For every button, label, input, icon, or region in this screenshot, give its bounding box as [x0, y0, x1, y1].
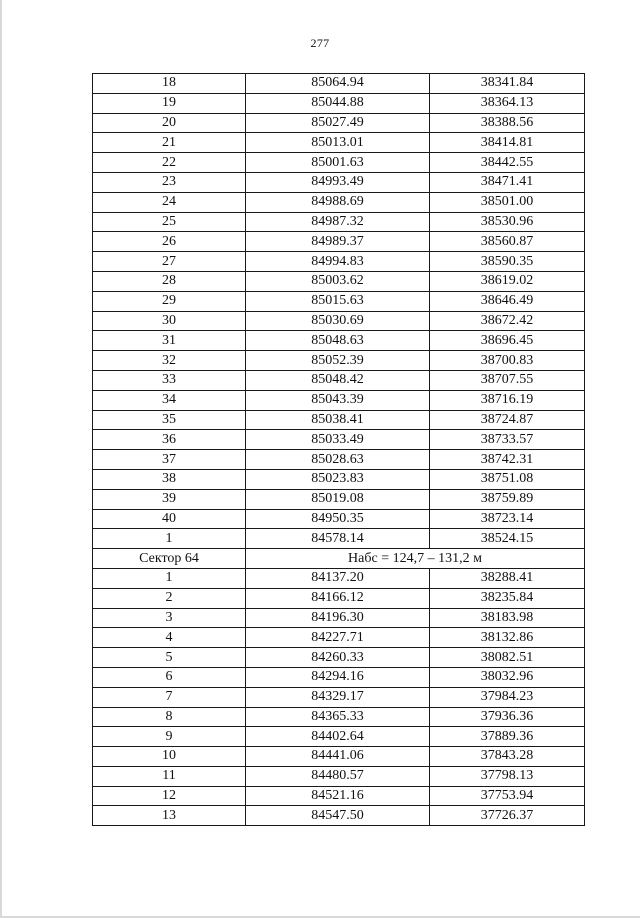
point-number-cell: 22 [93, 153, 246, 173]
table-row [93, 529, 585, 549]
y-coordinate-cell: 38288.41 [430, 568, 585, 588]
table-row [93, 232, 585, 252]
x-coordinate-cell: 84260.33 [246, 648, 430, 668]
table-row [93, 469, 585, 489]
point-number-cell: 28 [93, 271, 246, 291]
x-coordinate-cell: 85033.49 [246, 430, 430, 450]
table-row [93, 153, 585, 173]
table-row [93, 727, 585, 747]
coordinates-table-body [93, 74, 585, 826]
table-row [93, 74, 585, 94]
point-number-cell: 4 [93, 628, 246, 648]
table-row [93, 667, 585, 687]
y-coordinate-cell: 37889.36 [430, 727, 585, 747]
x-coordinate-cell: 85052.39 [246, 351, 430, 371]
x-coordinate-cell: 84294.16 [246, 667, 430, 687]
point-number-cell: 11 [93, 766, 246, 786]
x-coordinate-cell: 84993.49 [246, 172, 430, 192]
y-coordinate-cell: 38388.56 [430, 113, 585, 133]
table-row [93, 766, 585, 786]
x-coordinate-cell: 84166.12 [246, 588, 430, 608]
table-row [93, 588, 585, 608]
y-coordinate-cell: 38707.55 [430, 370, 585, 390]
point-number-cell: 36 [93, 430, 246, 450]
x-coordinate-cell: 84137.20 [246, 568, 430, 588]
y-coordinate-cell: 38672.42 [430, 311, 585, 331]
point-number-cell: 35 [93, 410, 246, 430]
table-row [93, 192, 585, 212]
table-row [93, 311, 585, 331]
y-coordinate-cell: 38619.02 [430, 271, 585, 291]
table-row [93, 648, 585, 668]
x-coordinate-cell: 85030.69 [246, 311, 430, 331]
y-coordinate-cell: 38530.96 [430, 212, 585, 232]
coordinates-table [92, 73, 585, 826]
point-number-cell: 32 [93, 351, 246, 371]
point-number-cell: 21 [93, 133, 246, 153]
table-row [93, 331, 585, 351]
table-row [93, 608, 585, 628]
table-row [93, 747, 585, 767]
y-coordinate-cell: 38132.86 [430, 628, 585, 648]
y-coordinate-cell: 38646.49 [430, 291, 585, 311]
table-row [93, 806, 585, 826]
x-coordinate-cell: 85019.08 [246, 489, 430, 509]
table-row [93, 93, 585, 113]
x-coordinate-cell: 84441.06 [246, 747, 430, 767]
point-number-cell: 31 [93, 331, 246, 351]
y-coordinate-cell: 38759.89 [430, 489, 585, 509]
table-row [93, 370, 585, 390]
y-coordinate-cell: 38032.96 [430, 667, 585, 687]
x-coordinate-cell: 84402.64 [246, 727, 430, 747]
x-coordinate-cell: 85015.63 [246, 291, 430, 311]
table-row [93, 252, 585, 272]
table-row [93, 489, 585, 509]
table-row [93, 568, 585, 588]
table-row [93, 628, 585, 648]
y-coordinate-cell: 38364.13 [430, 93, 585, 113]
x-coordinate-cell: 84196.30 [246, 608, 430, 628]
table-row [93, 291, 585, 311]
point-number-cell: 9 [93, 727, 246, 747]
y-coordinate-cell: 38716.19 [430, 390, 585, 410]
table-row [93, 410, 585, 430]
y-coordinate-cell: 38471.41 [430, 172, 585, 192]
x-coordinate-cell: 85028.63 [246, 450, 430, 470]
x-coordinate-cell: 84987.32 [246, 212, 430, 232]
y-coordinate-cell: 37936.36 [430, 707, 585, 727]
y-coordinate-cell: 38733.57 [430, 430, 585, 450]
x-coordinate-cell: 84521.16 [246, 786, 430, 806]
table-row [93, 113, 585, 133]
table-row [93, 172, 585, 192]
x-coordinate-cell: 84227.71 [246, 628, 430, 648]
x-coordinate-cell: 85044.88 [246, 93, 430, 113]
table-row [93, 133, 585, 153]
point-number-cell: 23 [93, 172, 246, 192]
x-coordinate-cell: 84547.50 [246, 806, 430, 826]
point-number-cell: 37 [93, 450, 246, 470]
y-coordinate-cell: 37753.94 [430, 786, 585, 806]
y-coordinate-cell: 38082.51 [430, 648, 585, 668]
point-number-cell: 19 [93, 93, 246, 113]
point-number-cell: 18 [93, 74, 246, 94]
y-coordinate-cell: 37798.13 [430, 766, 585, 786]
x-coordinate-cell: 85013.01 [246, 133, 430, 153]
page-number: 277 [310, 36, 330, 50]
x-coordinate-cell: 84950.35 [246, 509, 430, 529]
point-number-cell: 29 [93, 291, 246, 311]
x-coordinate-cell: 84988.69 [246, 192, 430, 212]
table-row [93, 212, 585, 232]
point-number-cell: 6 [93, 667, 246, 687]
point-number-cell: 12 [93, 786, 246, 806]
y-coordinate-cell: 38590.35 [430, 252, 585, 272]
y-coordinate-cell: 38341.84 [430, 74, 585, 94]
x-coordinate-cell: 84329.17 [246, 687, 430, 707]
y-coordinate-cell: 38560.87 [430, 232, 585, 252]
point-number-cell: 27 [93, 252, 246, 272]
point-number-cell: 8 [93, 707, 246, 727]
table-row [93, 450, 585, 470]
y-coordinate-cell: 38723.14 [430, 509, 585, 529]
table-row [93, 351, 585, 371]
scan-left-edge [0, 0, 2, 918]
table-row [93, 786, 585, 806]
x-coordinate-cell: 84480.57 [246, 766, 430, 786]
x-coordinate-cell: 85027.49 [246, 113, 430, 133]
y-coordinate-cell: 38442.55 [430, 153, 585, 173]
x-coordinate-cell: 85023.83 [246, 469, 430, 489]
point-number-cell: 20 [93, 113, 246, 133]
x-coordinate-cell: 85064.94 [246, 74, 430, 94]
x-coordinate-cell: 85048.42 [246, 370, 430, 390]
point-number-cell: 39 [93, 489, 246, 509]
table-row [93, 687, 585, 707]
point-number-cell: 33 [93, 370, 246, 390]
point-number-cell: 25 [93, 212, 246, 232]
point-number-cell: 34 [93, 390, 246, 410]
table-row [93, 707, 585, 727]
y-coordinate-cell: 38524.15 [430, 529, 585, 549]
x-coordinate-cell: 85043.39 [246, 390, 430, 410]
y-coordinate-cell: 37843.28 [430, 747, 585, 767]
point-number-cell: 1 [93, 529, 246, 549]
point-number-cell: 3 [93, 608, 246, 628]
y-coordinate-cell: 38501.00 [430, 192, 585, 212]
y-coordinate-cell: 38235.84 [430, 588, 585, 608]
y-coordinate-cell: 37726.37 [430, 806, 585, 826]
table-row [93, 271, 585, 291]
x-coordinate-cell: 84578.14 [246, 529, 430, 549]
x-coordinate-cell: 85048.63 [246, 331, 430, 351]
y-coordinate-cell: 38751.08 [430, 469, 585, 489]
y-coordinate-cell: 38414.81 [430, 133, 585, 153]
point-number-cell: 10 [93, 747, 246, 767]
table-row [93, 430, 585, 450]
x-coordinate-cell: 84994.83 [246, 252, 430, 272]
y-coordinate-cell: 38724.87 [430, 410, 585, 430]
x-coordinate-cell: 84989.37 [246, 232, 430, 252]
table-row [93, 509, 585, 529]
point-number-cell: 30 [93, 311, 246, 331]
x-coordinate-cell: 85003.62 [246, 271, 430, 291]
point-number-cell: 13 [93, 806, 246, 826]
sector-label: Сектор 64 [93, 549, 246, 569]
point-number-cell: 26 [93, 232, 246, 252]
point-number-cell: 1 [93, 568, 246, 588]
x-coordinate-cell: 85038.41 [246, 410, 430, 430]
sector-height-range: Набс = 124,7 – 131,2 м [246, 549, 585, 569]
y-coordinate-cell: 38742.31 [430, 450, 585, 470]
table-row [93, 390, 585, 410]
point-number-cell: 38 [93, 469, 246, 489]
point-number-cell: 5 [93, 648, 246, 668]
y-coordinate-cell: 37984.23 [430, 687, 585, 707]
point-number-cell: 2 [93, 588, 246, 608]
x-coordinate-cell: 84365.33 [246, 707, 430, 727]
y-coordinate-cell: 38700.83 [430, 351, 585, 371]
y-coordinate-cell: 38696.45 [430, 331, 585, 351]
sector-header-row [93, 549, 585, 569]
point-number-cell: 24 [93, 192, 246, 212]
point-number-cell: 7 [93, 687, 246, 707]
y-coordinate-cell: 38183.98 [430, 608, 585, 628]
point-number-cell: 40 [93, 509, 246, 529]
x-coordinate-cell: 85001.63 [246, 153, 430, 173]
